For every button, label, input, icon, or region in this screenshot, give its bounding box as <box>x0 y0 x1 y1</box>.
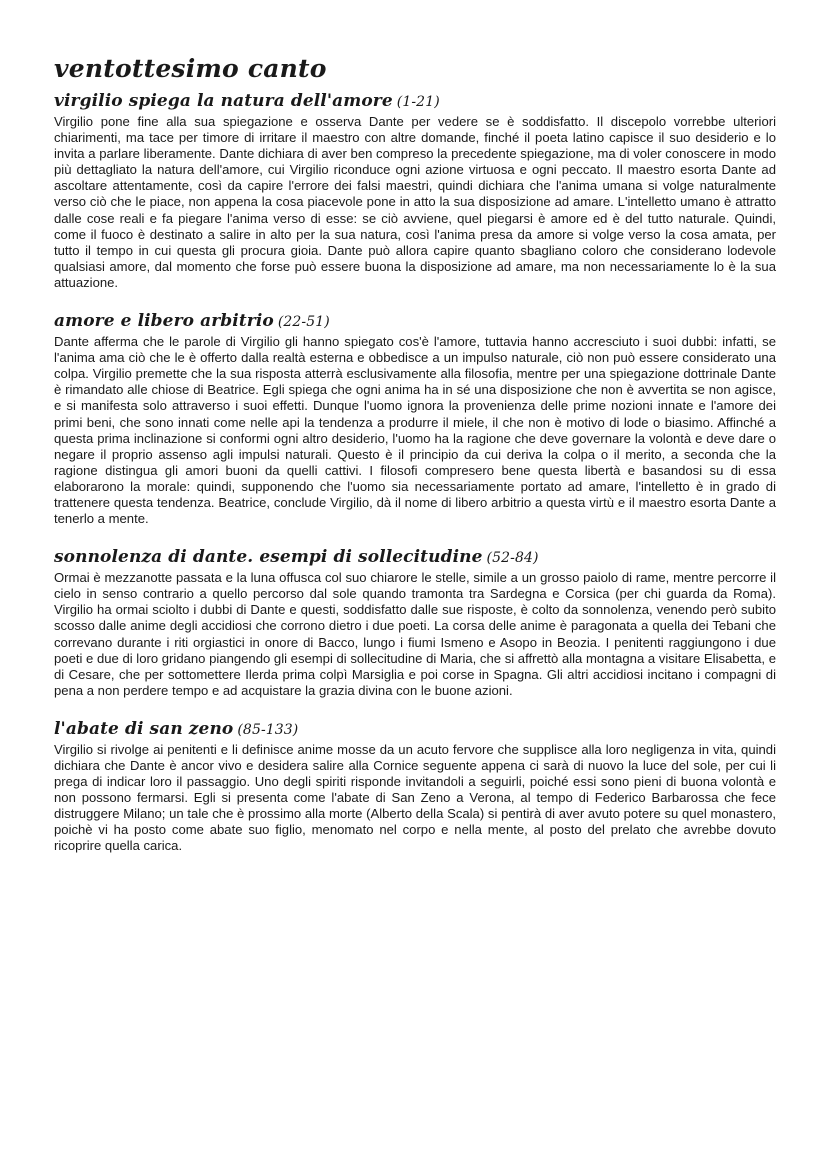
section-paragraph: Ormai è mezzanotte passata e la luna offusca col suo chiarore le stelle, simile a un grosso paiolo di rame, mentre percorre il cielo in senso contrario a quello percorso dal sole quando tramonta tra Sardegna e Corsica (per chi guarda da Roma). Virgilio ha ormai sciolto i dubbi di Dante e questi, soddisfatto dalle sue risposte, è colto da sonnolenza, venendo però subito scosso dalle anime degli accidiosi che corrono dietro i due poeti. La corsa delle anime è paragonata a quella dei Tebani che correvano durante i riti orgiastici in onore di Bacco, lungo i fiumi Ismeno e Asopo in Beozia. I penitenti raggiungono i due poeti e due di loro gridano piangendo gli esempi di sollecitudine di Maria, che si affrettò alla montagna a visitare Elisabetta, e di Cesare, che per sottomettere Ilerda prima colpì Marsiglia e poi corse in Spagna. Gli altri accidiosi incitano i compagni di pena a non perdere tempo e ad acquistare la grazia divina con le buone azioni. <box>54 570 776 698</box>
section-heading <box>54 310 776 333</box>
section-paragraph: Virgilio pone fine alla sua spiegazione e osserva Dante per vedere se è soddisfatto. Il discepolo vorrebbe ulteriori chiarimenti, ma tace per timore di irritare il maestro con altre domande, finché il poeta latino capisce il suo desiderio e lo invita a parlare liberamente. Dante dichiara di aver ben compreso la precedente spiegazione, ma di voler conoscere in modo più dettagliato la natura dell'amore, cui Virgilio riconduce ogni azione virtuosa e ogni peccato. Il maestro esorta Dante ad ascoltare attentamente, così da capire l'errore dei falsi maestri, quindi dichiara che l'anima umana si volge naturalmente verso ciò che le piace, non appena la cosa piacevole pone in atto la sua disposizione ad amare. L'intelletto umano è attratto dalle cose reali e fa piegare l'anima verso di esse: se ciò avviene, quel piegarsi è amore ed è del tutto naturale. Quindi, come il fuoco è destinato a salire in alto per la sua natura, così l'anima presa da amore si volge verso la cosa amata, per tutto il tempo in cui questa gli procura gioia. Dante può allora capire quanto sbagliano coloro che considerano lodevole qualsiasi amore, dal momento che forse può essere buona la disposizione ad amare, ma non necessariamente lo è la sua attuazione. <box>54 114 776 290</box>
section-heading-text: virgilio spiega la natura dell'amore <box>54 91 393 111</box>
verse-range: (52-84) <box>486 550 539 567</box>
section-heading <box>54 90 776 113</box>
document-page <box>54 52 776 874</box>
section-heading-text: amore e libero arbitrio <box>54 311 274 332</box>
section-amore-libero-arbitrio <box>54 310 776 527</box>
section-heading-text: sonnolenza di dante. esempi di sollecitudine <box>54 547 483 568</box>
section-heading <box>54 718 776 741</box>
verse-range: (22-51) <box>277 314 330 331</box>
verse-range: (1-21) <box>396 94 440 110</box>
section-virgilio-spiega <box>54 90 776 291</box>
section-heading-text: l'abate di san zeno <box>54 718 234 739</box>
section-abate-di-san-zeno <box>54 718 776 855</box>
section-paragraph: Virgilio si rivolge ai penitenti e li definisce anime mosse da un acuto fervore che supplisce alla loro negligenza in vita, quindi dichiara che Dante è ancor vivo e desidera salire alla Cornice seguente appena ci sarà di nuovo la luce del sole, per cui li prega di indicar loro il passaggio. Uno degli spiriti risponde invitandoli a seguirli, poiché essi sono pieni di buona volontà e non possono fermarsi. Egli si presenta come l'abate di San Zeno a Verona, al tempo di Federico Barbarossa che fece distruggere Milano; un tale che è prossimo alla morte (Alberto della Scala) si pentirà di aver avuto potere su quel monastero, poichè vi ha posto come abate suo figlio, menomato nel corpo e nella mente, al posto del prelato che avrebbe dovuto ricoprire quella carica. <box>54 741 776 854</box>
section-sonnolenza-di-dante <box>54 546 776 699</box>
section-heading <box>54 546 776 569</box>
verse-range: (85-133) <box>237 721 299 738</box>
section-paragraph: Dante afferma che le parole di Virgilio gli hanno spiegato cos'è l'amore, tuttavia hanno accresciuto i suoi dubbi: infatti, se l'anima ama ciò che le è offerto dalla realtà esterna e obbedisce a un impulso naturale, ciò non può essere considerato una colpa. Virgilio premette che la sua risposta atterrà esclusivamente alla filosofia, mentre per una spiegazione dottrinale Dante è rimandato alle chiose di Beatrice. Egli spiega che ogni anima ha in sé una disposizione che non è avvertita se non agisce, e si manifesta solo attraverso i suoi effetti. Dunque l'uomo ignora la provenienza delle prime nozioni innate e l'amore dei primi beni, che sono innati come nelle api la tendenza a produrre il miele, il che non è motivo di lode o biasimo. Affinché a questa prima inclinazione si conformi ogni altro desiderio, l'uomo ha la ragione che deve governare la volontà e deve dare o negare il proprio assenso agli impulsi naturali. Questo è il principio da cui deriva la colpa o il merito, a seconda che la ragione distingua gli amori buoni da quelli cattivi. I filosofi compresero bene questa libertà e basandosi su di essa elaborarono la morale: quindi, supponendo che l'uomo sia necessariamente portato ad amare, l'intelletto è in grado di trattenere questa tendenza. Beatrice, conclude Virgilio, dà il nome di libero arbitrio a questa virtù e il maestro esorta Dante a tenerlo a mente. <box>54 334 776 527</box>
page-title: ventottesimo canto <box>54 54 327 83</box>
